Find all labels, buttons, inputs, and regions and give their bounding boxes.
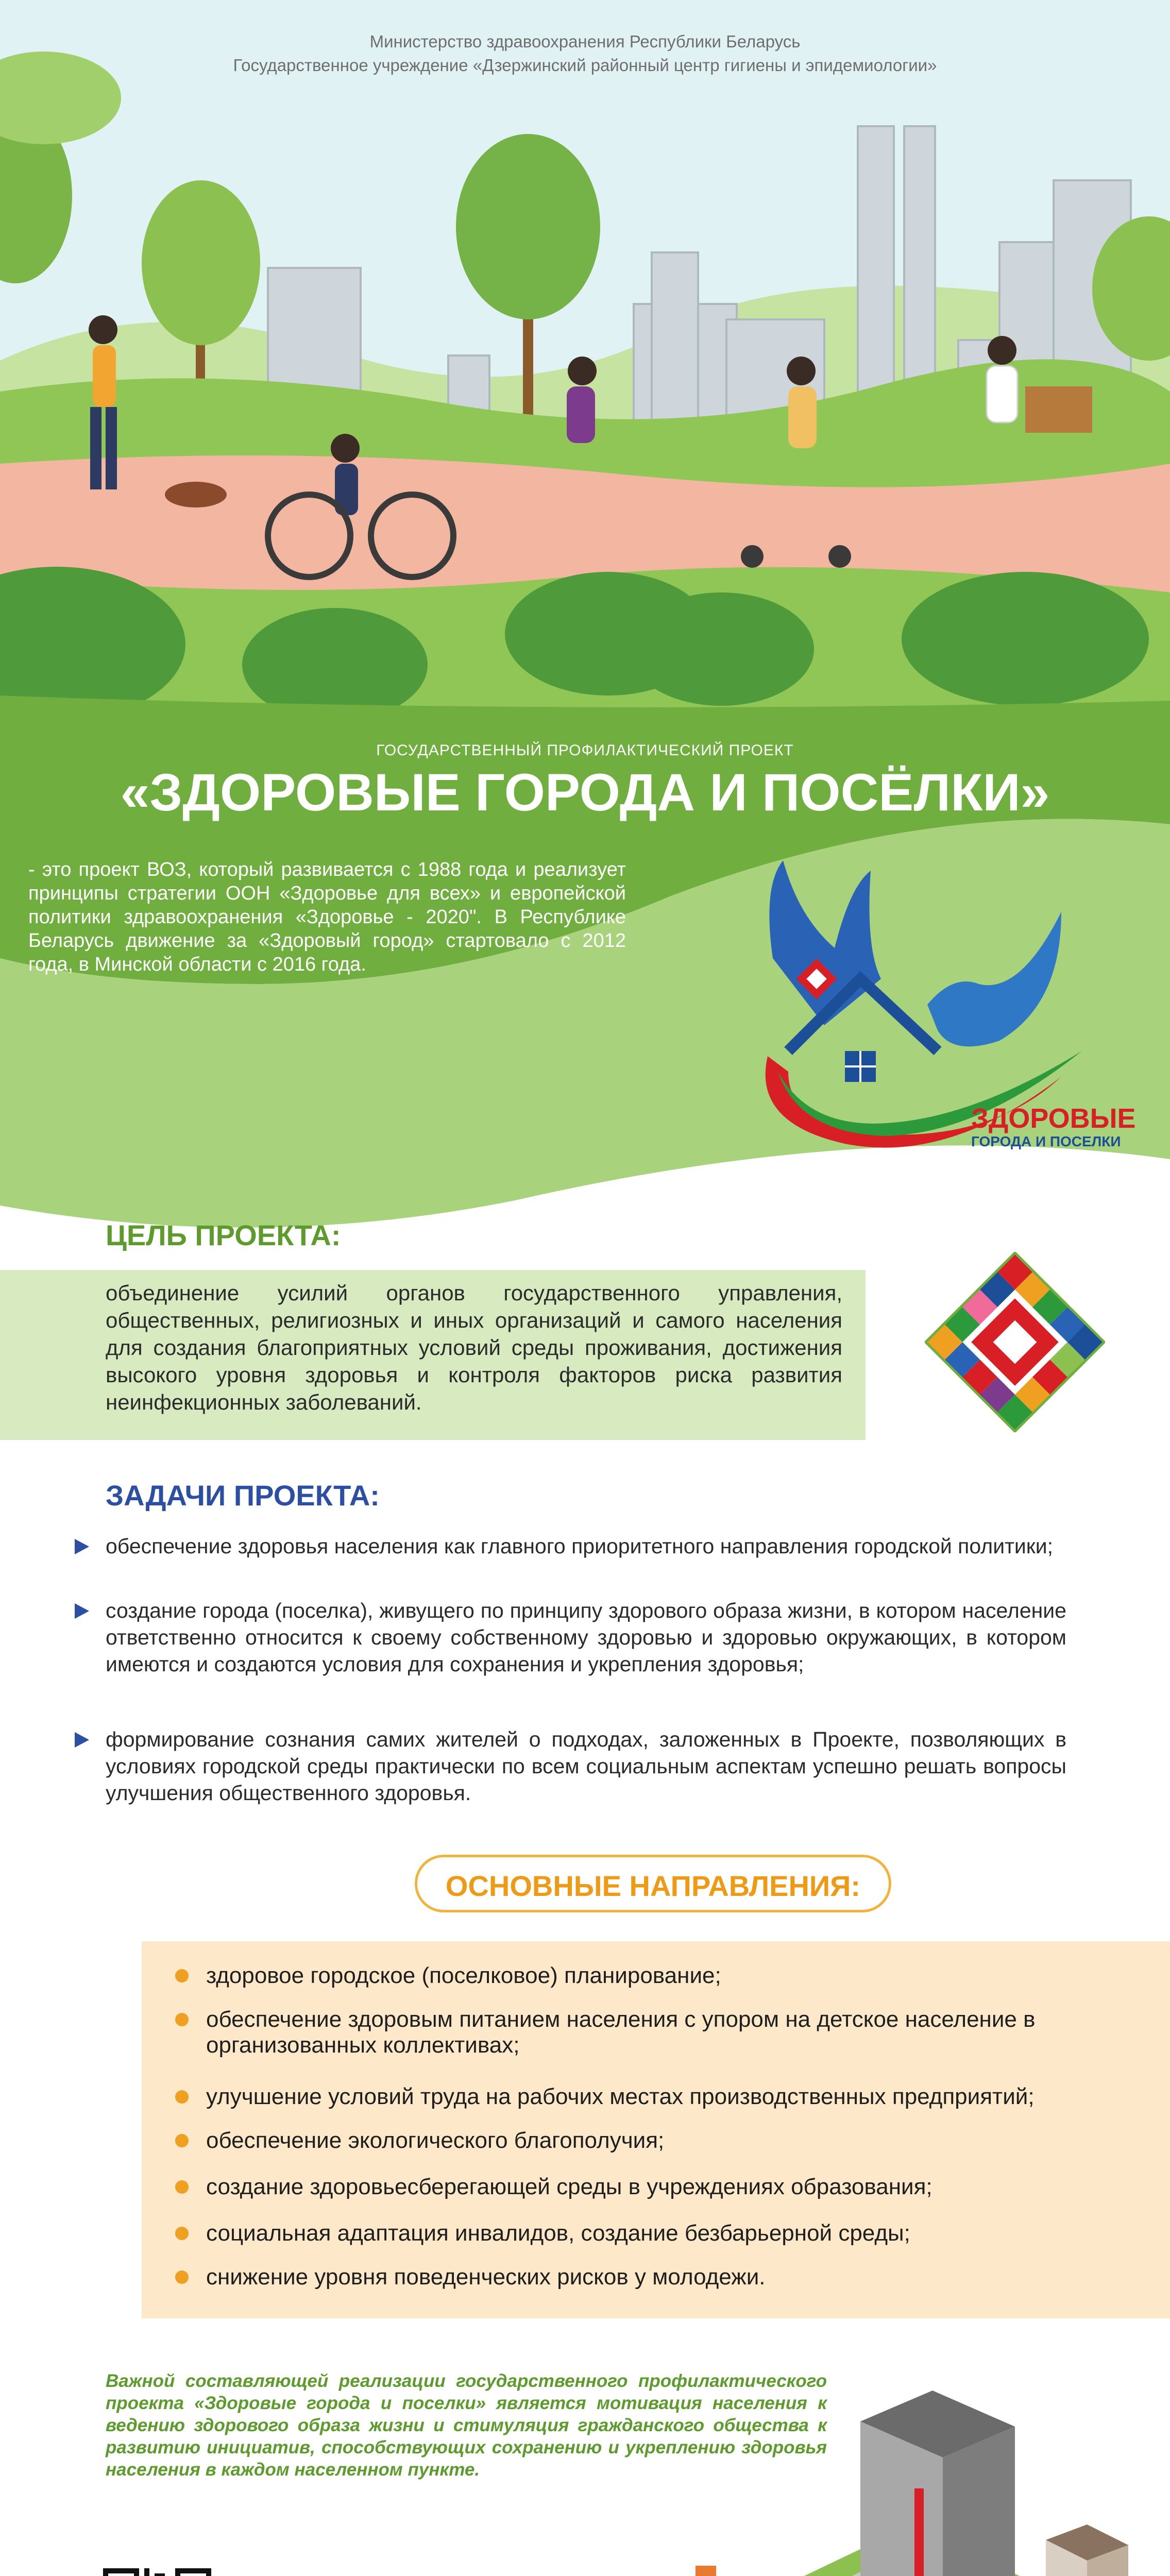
directions-heading: ОСНОВНЫЕ НАПРАВЛЕНИЯ:	[415, 1855, 891, 1912]
park-illustration	[0, 0, 1170, 732]
goal-text: объединение усилий органов государственного управления, общественных, религиозных и иных организаций и самого населения для создания благоприятных условий среды проживания, достижения высокого уровня здоровья и контроля факторов риска развития неинфекционных заболеваний.	[106, 1281, 842, 1414]
bullet-dot-icon	[175, 2270, 189, 2284]
task-item: обеспечение здоровья населения как главного приоритетного направления городской политики;	[106, 1534, 1054, 1558]
direction-item: социальная адаптация инвалидов, создание безбарьерной среды;	[206, 2221, 910, 2246]
bullet-dot-icon	[175, 2180, 189, 2194]
institution-name: Государственное учреждение «Дзержинский районный центр гигиены и эпидемиологии»	[233, 56, 937, 75]
motivation-note: Важной составляющей реализации государственного профилактического проекта «Здоровые города и поселки» является мотивация населения к ведению здорового образа жизни и стимуляция гражданского общества к развитию инициатив, способствующих сохранению и укреплению здоровья населения в каждом населенном пункте.	[106, 2371, 827, 2480]
bullet-dot-icon	[175, 2227, 189, 2240]
task-item: создание города (поселка), живущего по принципу здорового образа жизни, в котором население ответственно относится к своему собственному здоровью и здоровью окружающих, в котором имеются и создаются условия для сохранения и укрепления здоровья;	[106, 1599, 1066, 1676]
bullet-arrow-icon	[75, 1603, 89, 1619]
direction-item: обеспечение здоровым питанием населения с упором на детское население в организованных коллективах;	[206, 2007, 1036, 2058]
project-intro: - это проект ВОЗ, который развивается с 1988 года и реализует принципы стратегии ООН «Здоровье для всех» и европейской политики здравоохранения «Здоровье - 2020". В Республике Беларусь движение за «Здоровый город» стартовало с 2012 года, в Минской области с 2016 года.	[28, 859, 626, 975]
bullet-arrow-icon	[75, 1732, 89, 1748]
logo-text-main: ЗДОРОВЫЕ	[971, 1103, 1136, 1134]
project-kicker: ГОСУДАРСТВЕННЫЙ ПРОФИЛАКТИЧЕСКИЙ ПРОЕКТ	[376, 742, 794, 759]
city-block-illustration	[665, 2370, 1159, 2576]
bullet-dot-icon	[175, 2134, 189, 2147]
direction-item: создание здоровьесберегающей среды в учреждениях образования;	[206, 2174, 932, 2199]
bullet-dot-icon	[175, 1969, 189, 1982]
logo-text-sub: ГОРОДА И ПОСЕЛКИ	[971, 1133, 1121, 1149]
direction-item: снижение уровня поведенческих рисков у молодежи.	[206, 2264, 766, 2290]
ornament-icon	[925, 1252, 1105, 1432]
task-item: формирование сознания самих жителей о подходах, заложенных в Проекте, позволяющих в условиях городской среды практически по всем социальным аспектам успешно решать вопросы улучшения общественного здоровья.	[106, 1727, 1066, 1805]
bullet-arrow-icon	[75, 1539, 89, 1554]
bullet-dot-icon	[175, 2013, 189, 2026]
project-title: «ЗДОРОВЫЕ ГОРОДА И ПОСЁЛКИ»	[120, 763, 1050, 822]
bullet-dot-icon	[175, 2090, 189, 2104]
direction-item: здоровое городское (поселковое) планирование;	[206, 1963, 721, 1988]
direction-item: обеспечение экологического благополучия;	[206, 2128, 665, 2153]
goal-heading: ЦЕЛЬ ПРОЕКТА:	[106, 1219, 341, 1251]
qr-code[interactable]	[103, 2568, 211, 2576]
ministry-name: Министерство здравоохранения Республики Беларусь	[369, 32, 801, 51]
tasks-heading: ЗАДАЧИ ПРОЕКТА:	[106, 1479, 380, 1512]
direction-item: улучшение условий труда на рабочих местах производственных предприятий;	[206, 2084, 1035, 2109]
